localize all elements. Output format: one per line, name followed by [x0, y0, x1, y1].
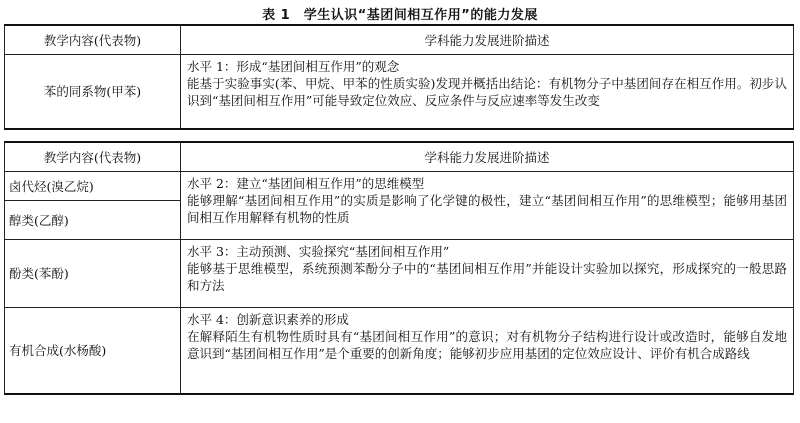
table-caption: 表 1 学生认识“基团间相互作用”的能力发展: [262, 8, 538, 23]
level-title: 水平 3：主动预测、实验探究“基团间相互作用”: [187, 244, 450, 259]
content-cell: 酚类(苯酚): [5, 240, 181, 308]
header-description-cell: 学科能力发展进阶描述: [181, 142, 794, 172]
description-cell: [181, 172, 794, 240]
level-title: 水平 2：建立“基团间相互作用”的思维模型: [187, 176, 425, 191]
level-description: 能够基于思维模型，系统预测苯酚分子中的“基团间相互作用”并能设计实验加以探究，形成探究的一般思路和方法: [187, 261, 787, 293]
description-cell: [181, 240, 794, 308]
table-row: [5, 55, 794, 130]
header-content-cell: 教学内容(代表物): [5, 25, 181, 55]
table-row: [5, 172, 794, 201]
description-cell: [181, 308, 794, 394]
level-description: 能基于实验事实(苯、甲烷、甲苯的性质实验)发现并概括出结论：有机物分子中基团间存在相互作用。初步认识到“基团间相互作用”可能导致定位效应、反应条件与反应速率等发生改变: [187, 76, 787, 108]
table-header-row: [5, 25, 794, 55]
content-cell: 醇类(乙醇): [5, 201, 181, 240]
header-description-cell: 学科能力发展进阶描述: [181, 25, 794, 55]
table-header-row: [5, 142, 794, 172]
header-content-cell: 教学内容(代表物): [5, 142, 181, 172]
table-levels-2-4: [4, 141, 794, 395]
table-row: [5, 308, 794, 394]
level-description: 在解释陌生有机物性质时具有“基团间相互作用”的意识；对有机物分子结构进行设计或改造时，能够自发地意识到“基团间相互作用”是个重要的创新角度；能够初步应用基团的定位效应设计、评价有机合成路线: [187, 329, 787, 361]
level-title: 水平 1：形成“基团间相互作用”的观念: [187, 59, 400, 74]
table-level-1: [4, 24, 794, 130]
table-row: [5, 240, 794, 308]
level-title: 水平 4：创新意识素养的形成: [187, 312, 349, 327]
content-cell: 苯的同系物(甲苯): [5, 55, 181, 130]
content-cell: 卤代烃(溴乙烷): [5, 172, 181, 201]
content-cell: 有机合成(水杨酸): [5, 308, 181, 394]
description-cell: [181, 55, 794, 130]
level-description: 能够理解“基团间相互作用”的实质是影响了化学键的极性，建立“基团间相互作用”的思维模型；能够用基团间相互作用解释有机物的性质: [187, 193, 787, 225]
